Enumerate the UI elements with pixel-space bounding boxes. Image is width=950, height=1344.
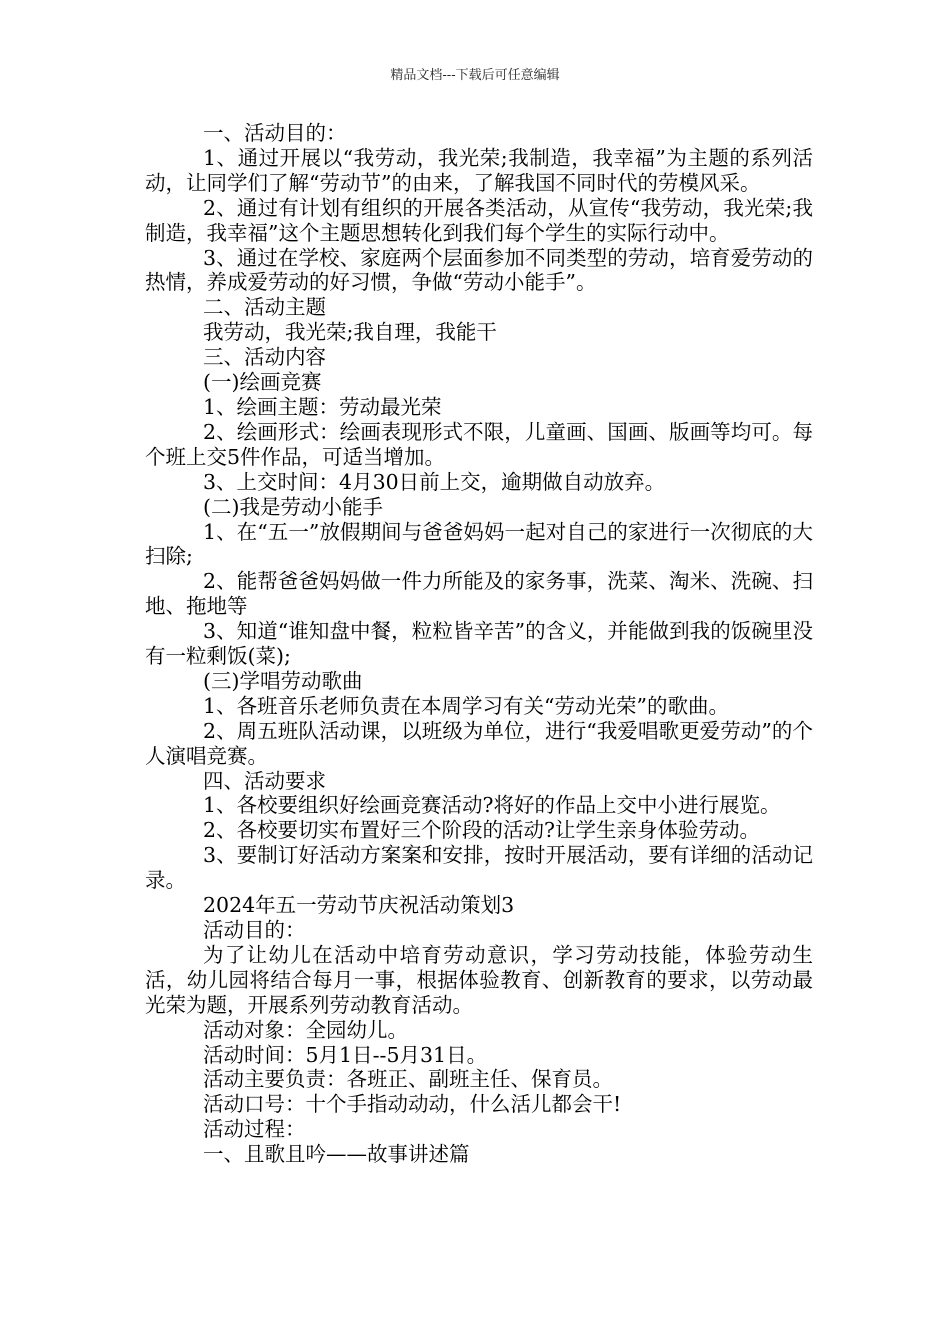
paragraph: 3、通过在学校、家庭两个层面参加不同类型的劳动，培育爱劳动的热情，养成爱劳动的好习惯，争做“劳动小能手”。 (145, 245, 813, 295)
paragraph: 1、通过开展以“我劳动，我光荣;我制造，我幸福”为主题的系列活动，让同学们了解“劳动节”的由来，了解我国不同时代的劳模风采。 (145, 145, 813, 195)
paragraph: 3、知道“谁知盘中餐，粒粒皆辛苦”的含义，并能做到我的饭碗里没有一粒剩饭(菜); (145, 619, 813, 669)
paragraph: 活动对象：全园幼儿。 (203, 1017, 408, 1042)
paragraph: 三、活动内容 (203, 345, 326, 370)
paragraph: 一、且歌且吟——故事讲述篇 (203, 1142, 470, 1167)
paragraph: 2、能帮爸爸妈妈做一件力所能及的家务事，洗菜、淘米、洗碗、扫地、拖地等 (145, 569, 813, 619)
paragraph: 2024年五一劳动节庆祝活动策划3 (203, 893, 515, 918)
paragraph: 1、在“五一”放假期间与爸爸妈妈一起对自己的家进行一次彻底的大扫除; (145, 519, 813, 569)
paragraph: 活动过程： (203, 1117, 306, 1142)
paragraph: 活动目的： (203, 918, 306, 942)
paragraph: 一、活动目的： (203, 121, 347, 145)
paragraph: 2、各校要切实布置好三个阶段的活动?让学生亲身体验劳动。 (203, 818, 761, 843)
paragraph: 活动主要负责：各班正、副班主任、保育员。 (203, 1067, 613, 1092)
paragraph: 1、各校要组织好绘画竞赛活动?将好的作品上交中小进行展览。 (203, 793, 781, 818)
paragraph: 2、绘画形式：绘画表现形式不限，儿童画、国画、版画等均可。每个班上交5件作品，可适当增加。 (145, 419, 813, 469)
paragraph: 二、活动主题 (203, 295, 326, 320)
paragraph: (二)我是劳动小能手 (203, 494, 383, 519)
paragraph: 四、活动要求 (203, 768, 326, 793)
paragraph: 3、上交时间：4月30日前上交，逾期做自动放弃。 (203, 469, 666, 494)
paragraph: 3、要制订好活动方案案和安排，按时开展活动，要有详细的活动记录。 (145, 843, 813, 893)
paragraph: 2、通过有计划有组织的开展各类活动，从宣传“我劳动，我光荣;我制造，我幸福”这个主题思想转化到我们每个学生的实际行动中。 (145, 195, 813, 245)
page-header: 精品文档---下载后可任意编辑 (390, 68, 560, 83)
paragraph: 2、周五班队活动课，以班级为单位，进行“我爱唱歌更爱劳动”的个人演唱竞赛。 (145, 718, 813, 768)
paragraph: (三)学唱劳动歌曲 (203, 668, 363, 693)
paragraph: 我劳动，我光荣;我自理，我能干 (203, 320, 497, 345)
paragraph: 1、绘画主题：劳动最光荣 (203, 394, 442, 419)
paragraph: 活动口号：十个手指动动动，什么活儿都会干! (203, 1092, 622, 1117)
document-body (145, 121, 813, 1167)
paragraph: 为了让幼儿在活动中培育劳动意识，学习劳动技能，体验劳动生活，幼儿园将结合每月一事，根据体验教育、创新教育的要求，以劳动最光荣为题，开展系列劳动教育活动。 (145, 942, 813, 1017)
paragraph: 活动时间：5月1日--5月31日。 (203, 1042, 488, 1067)
paragraph: 1、各班音乐老师负责在本周学习有关“劳动光荣”的歌曲。 (203, 693, 730, 718)
paragraph: (一)绘画竞赛 (203, 370, 322, 395)
